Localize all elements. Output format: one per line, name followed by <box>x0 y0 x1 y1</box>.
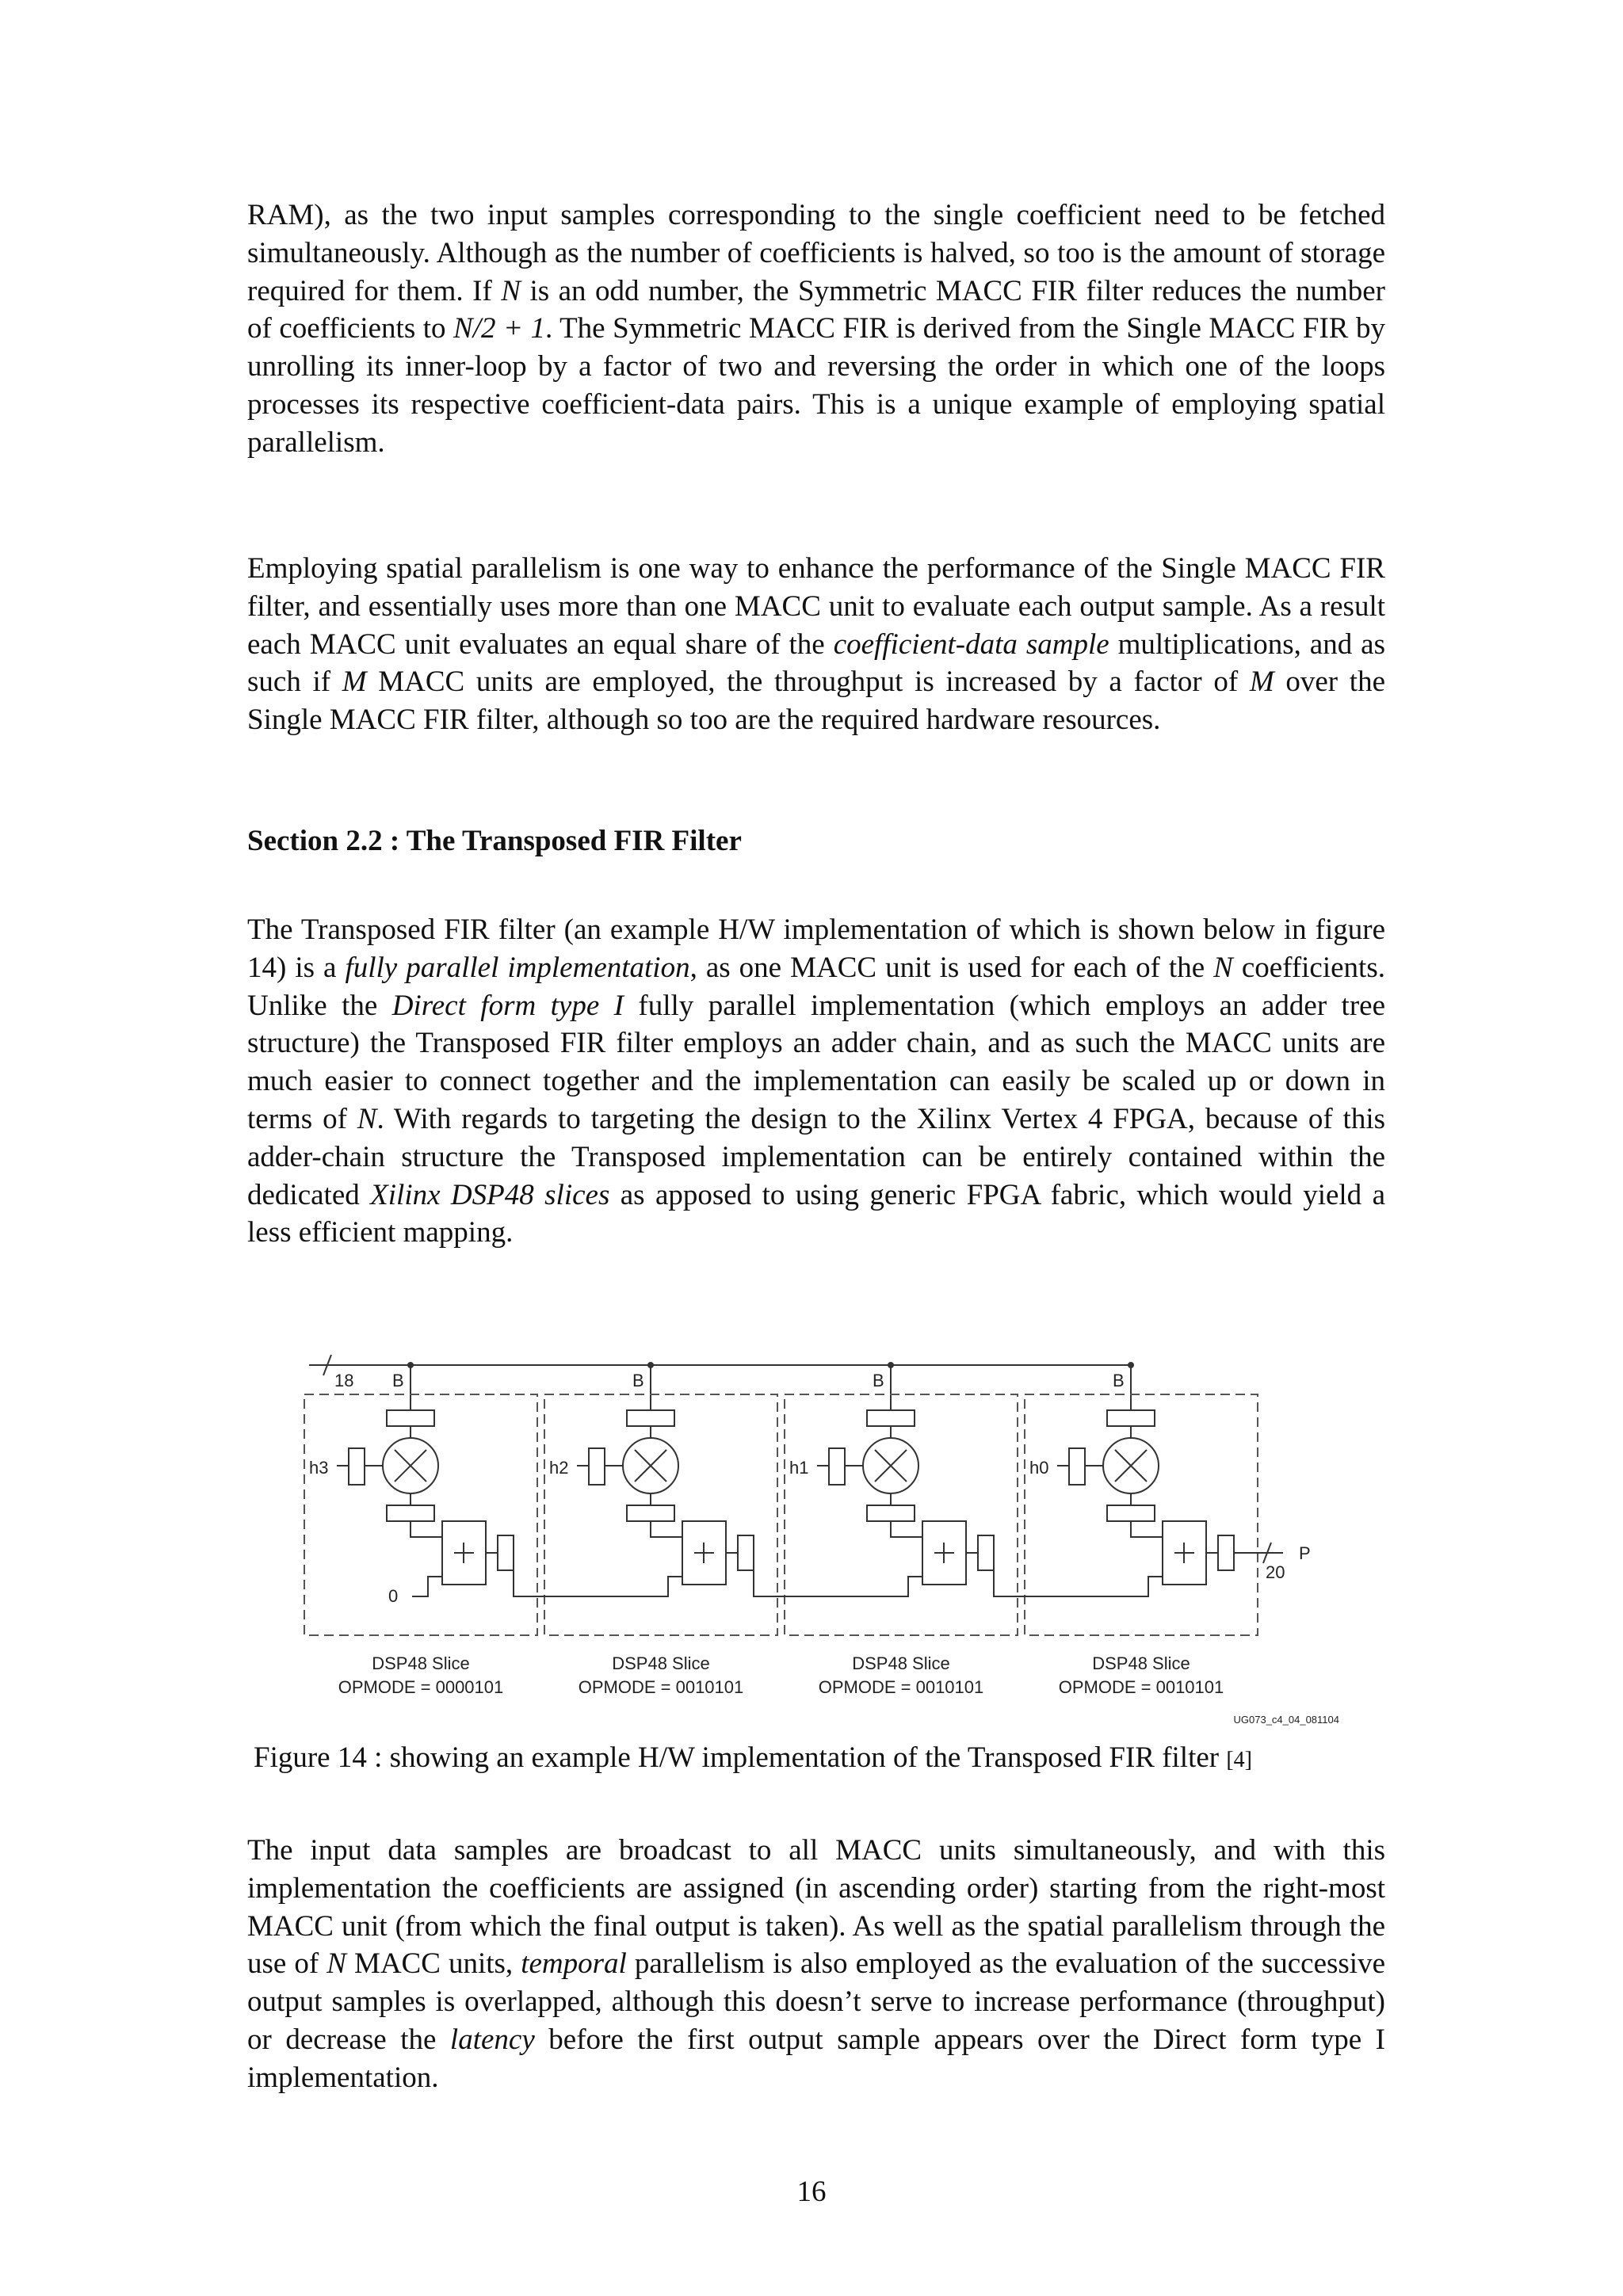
slice-name-label: DSP48 Slice <box>612 1653 710 1673</box>
figure-id-label: UG073_c4_04_081104 <box>1233 1714 1339 1726</box>
dsp-slice-1 <box>754 1362 1018 1697</box>
zero-input-label: 0 <box>388 1586 399 1606</box>
adder-chain-link <box>514 1553 682 1596</box>
output-port-label: P <box>1299 1543 1311 1563</box>
output-width-label: 20 <box>1266 1562 1285 1582</box>
accumulator-register <box>1218 1535 1234 1570</box>
coefficient-label: h1 <box>789 1458 809 1478</box>
b-port-label: B <box>392 1371 404 1390</box>
accumulator-register <box>978 1535 994 1570</box>
paragraph-transposed-fir: The Transposed FIR filter (an example H/W implementation of which is shown below in figure 14) is a fully parallel implementation, as one MACC unit is used for each of the N coefficients. Unlike the Direct form type I fully parallel implementation (which employs an adder tree structure) the Transposed FIR filter employs an adder chain, and as such the MACC units are much easier to connect together and the implementation can easily be scaled up or down in terms of N. With regards to targeting the design to the Xilinx Vertex 4 FPGA, because of this adder-chain structure the Transposed implementation can be entirely contained within the dedicated Xilinx DSP48 slices as apposed to using generic FPGA fabric, which would yield a less efficient mapping. <box>247 913 1386 1249</box>
citation-ref: [4] <box>1226 1748 1253 1772</box>
dsp-slice-3 <box>304 1362 537 1697</box>
input-width-label: 18 <box>334 1371 354 1390</box>
b-port-label: B <box>873 1371 884 1390</box>
coefficient-register <box>829 1448 845 1485</box>
slice-name-label: DSP48 Slice <box>852 1653 950 1673</box>
b-port-label: B <box>1113 1371 1125 1390</box>
coefficient-label: h3 <box>309 1458 329 1478</box>
product-register <box>627 1505 674 1521</box>
page-number: 16 <box>796 2176 827 2208</box>
input-register <box>627 1410 674 1426</box>
input-register <box>387 1410 434 1426</box>
accumulator-register <box>738 1535 754 1570</box>
product-register <box>1107 1505 1155 1521</box>
coefficient-label: h0 <box>1029 1458 1049 1478</box>
input-register <box>1107 1410 1155 1426</box>
adder-chain-link <box>754 1553 922 1596</box>
input-register <box>867 1410 915 1426</box>
figure-caption: Figure 14 : showing an example H/W implementation of the Transposed FIR filter [4] <box>254 1741 1253 1774</box>
product-register <box>387 1505 434 1521</box>
paragraph-spatial-parallelism: Employing spatial parallelism is one way to enhance the performance of the Single MACC FIR filter, and essentially uses more than one MACC unit to evaluate each output sample. As a result each MACC unit evaluates an equal share of the coefficient-data sample multiplications, and as such if M MACC units are employed, the throughput is increased by a factor of M over the Single MACC FIR filter, although so too are the required hardware resources. <box>247 552 1385 737</box>
accumulator-register <box>498 1535 514 1570</box>
coefficient-register <box>589 1448 605 1485</box>
opmode-label: OPMODE = 0010101 <box>1058 1677 1224 1697</box>
section-heading: Section 2.2 : The Transposed FIR Filter <box>247 825 742 857</box>
paragraph-broadcast: The input data samples are broadcast to all MACC units simultaneously, and with this implementation the coefficients are assigned (in ascending order) starting from the right-most MACC unit (from which the final output is taken). As well as the spatial parallelism through the use of N MACC units, temporal parallelism is also employed as the evaluation of the successive output samples is overlapped, although this doesn’t serve to increase performance (throughput) or decrease the latency before the first output sample appears over the Direct form type I implementation. <box>247 1834 1385 2094</box>
dsp-slice-0 <box>994 1362 1311 1697</box>
opmode-label: OPMODE = 0000101 <box>338 1677 504 1697</box>
coefficient-label: h2 <box>549 1458 569 1478</box>
slice-name-label: DSP48 Slice <box>372 1653 470 1673</box>
slice-name-label: DSP48 Slice <box>1092 1653 1190 1673</box>
dsp-slice-2 <box>514 1362 777 1697</box>
figure-14-diagram <box>293 1347 1355 1743</box>
coefficient-register <box>349 1448 365 1485</box>
adder-chain-link <box>994 1553 1163 1596</box>
paragraph-symmetric-macc: RAM), as the two input samples corresponding to the single coefficient need to be fetched simultaneously. Although as the number of coefficients is halved, so too is the amount of storage required for them. If N is an odd number, the Symmetric MACC FIR filter reduces the number of coefficients to N/2 + 1. The Symmetric MACC FIR is derived from the Single MACC FIR by unrolling its inner-loop by a factor of two and reversing the order in which one of the loops processes its respective coefficient-data pairs. This is a unique example of employing spatial parallelism. <box>247 199 1385 459</box>
coefficient-register <box>1069 1448 1085 1485</box>
opmode-label: OPMODE = 0010101 <box>818 1677 984 1697</box>
product-register <box>867 1505 915 1521</box>
b-port-label: B <box>632 1371 644 1390</box>
opmode-label: OPMODE = 0010101 <box>578 1677 744 1697</box>
